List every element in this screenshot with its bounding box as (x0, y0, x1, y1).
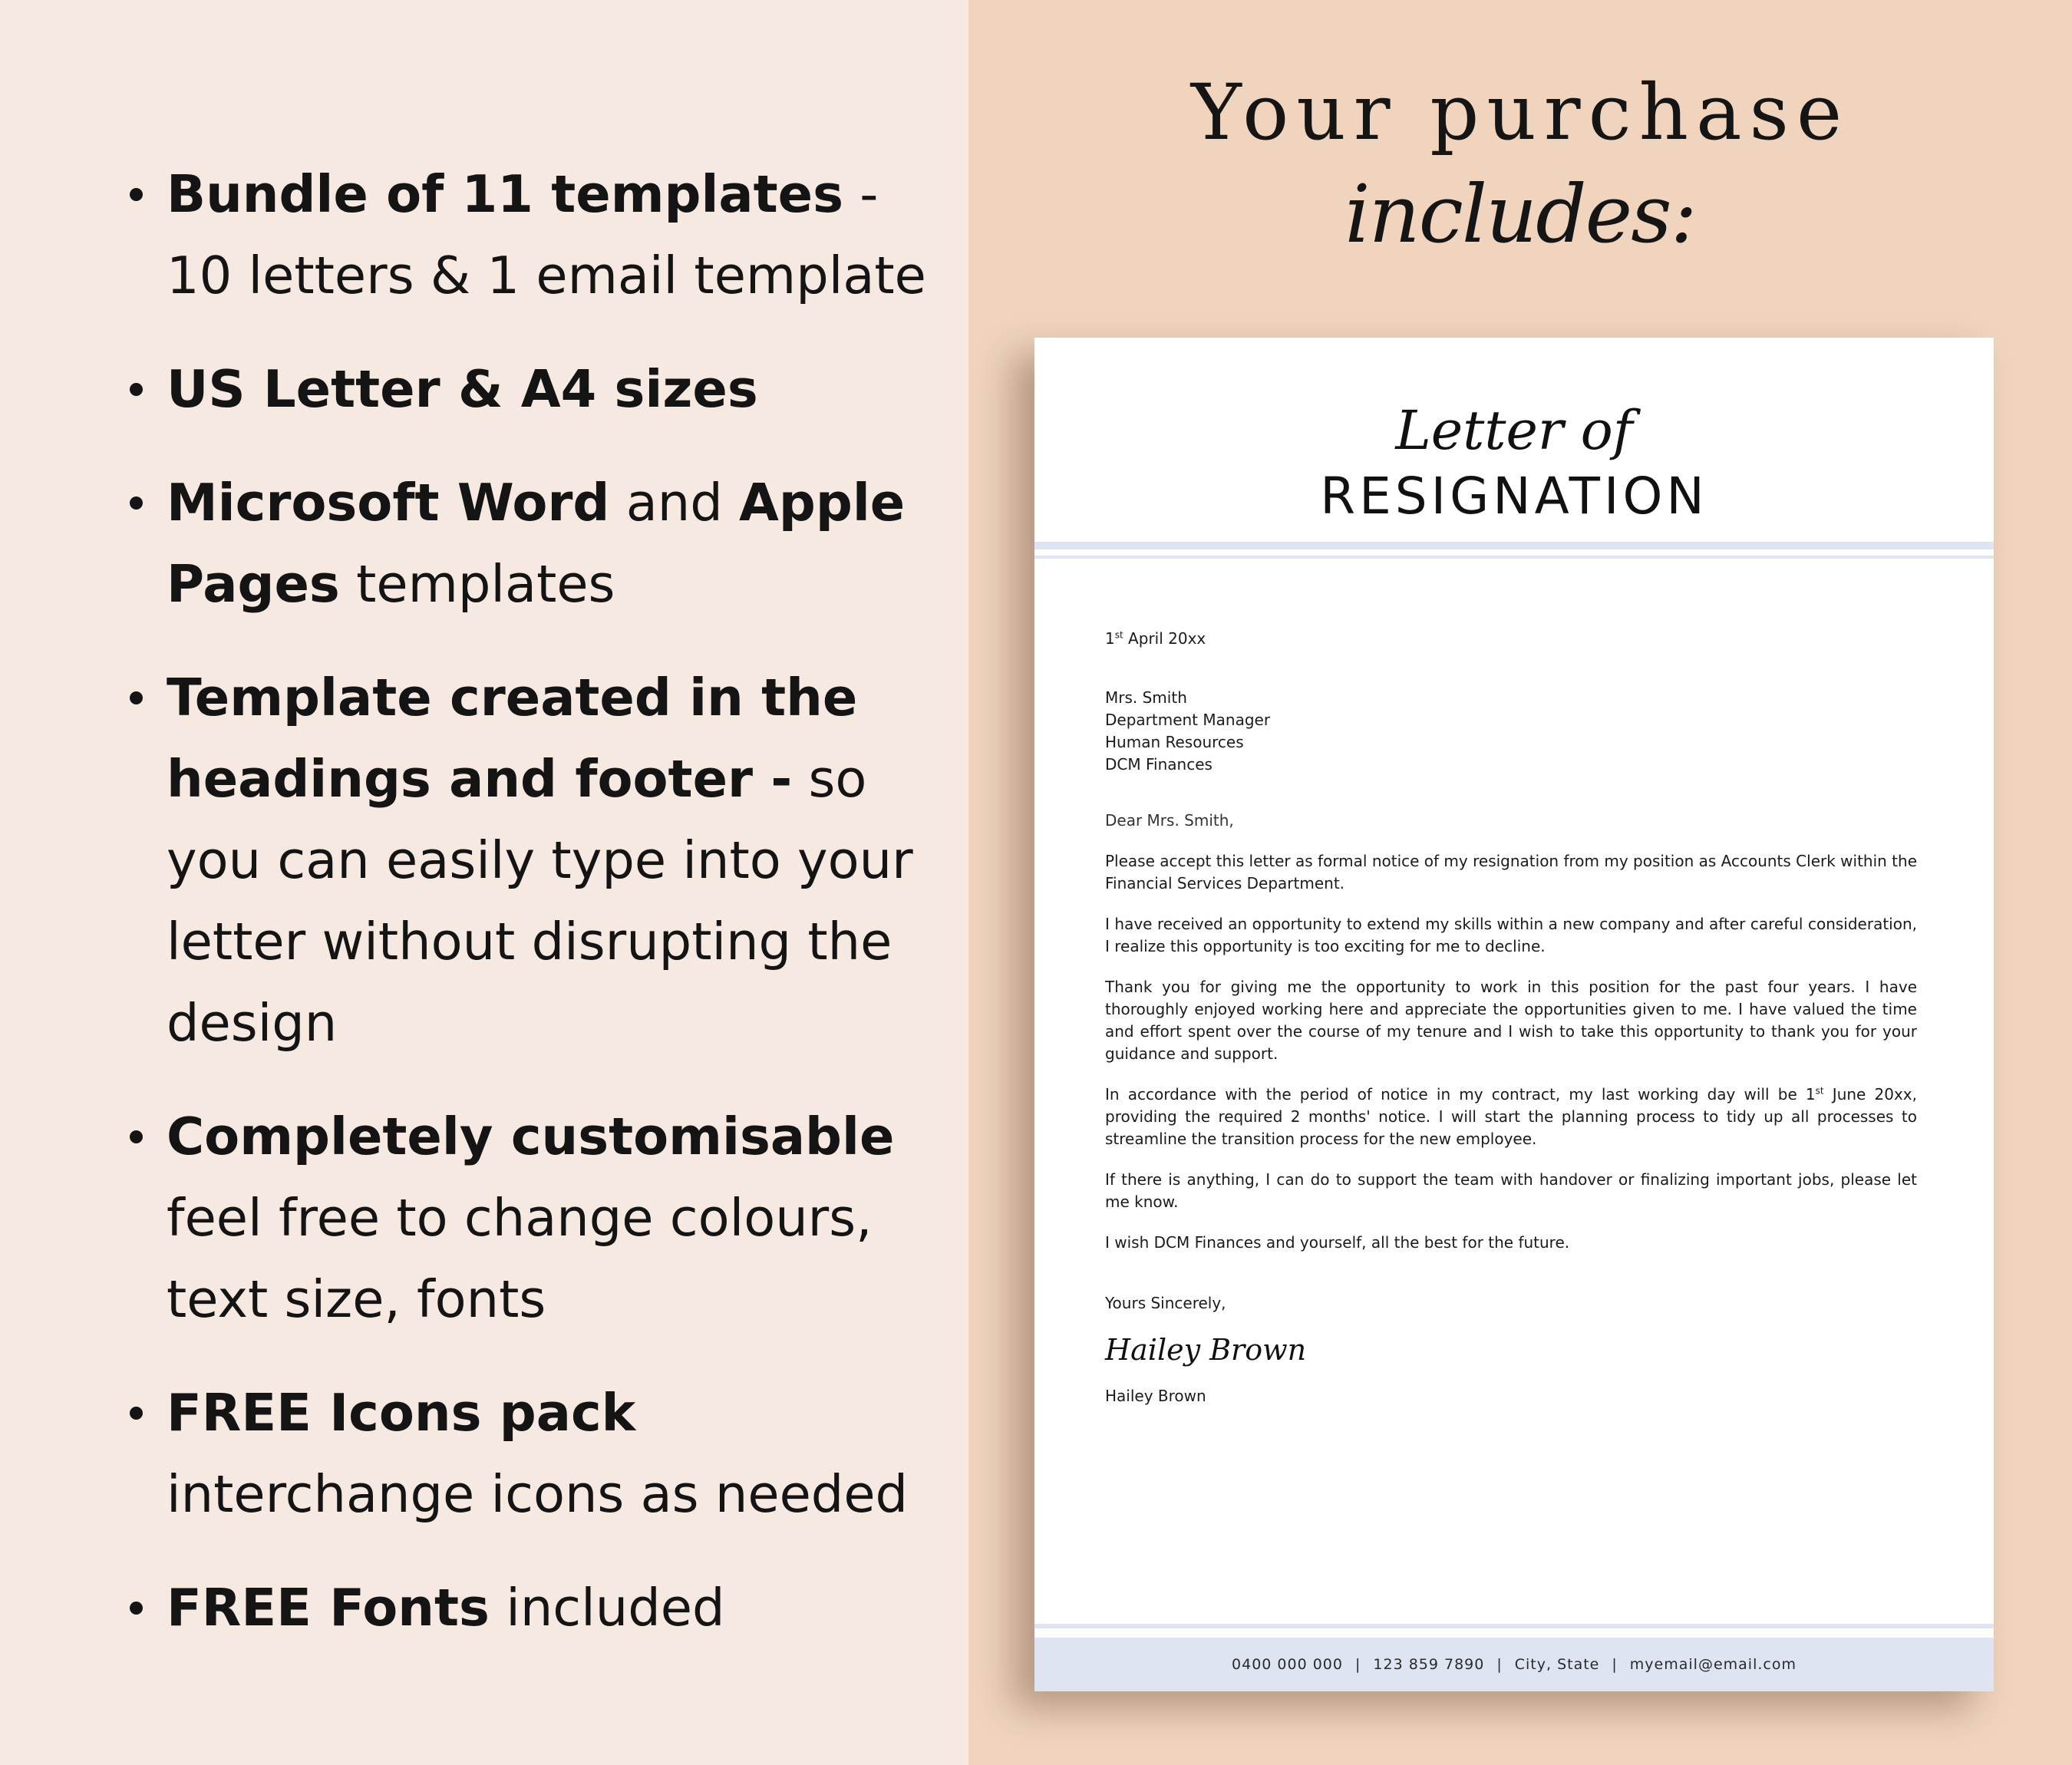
paragraph-4-b: June 20xx, providing the required 2 months' notice. I will start the planning process to tidy up all processes to streamline the transition process for the new employee. (1105, 1085, 1917, 1148)
feature-fonts-text: included (489, 1578, 725, 1638)
letter-document-preview (1034, 338, 1994, 1691)
feature-icons-bold: FREE Icons pack (167, 1383, 636, 1443)
feature-software (0, 462, 968, 625)
recipient-address (1105, 687, 1917, 776)
paragraph-5: If there is anything, I can do to support the team with handover or finalizing important jobs, please let me know. (1105, 1170, 1917, 1211)
feature-bundle-text: - 10 letters & 1 email template (167, 164, 926, 305)
recipient-line: Human Resources (1105, 733, 1244, 751)
footer-separator: | (1496, 1656, 1503, 1673)
headline-title: Your purchase (1190, 68, 1850, 157)
recipient-line: Mrs. Smith (1105, 688, 1187, 707)
date-suffix: st (1114, 629, 1123, 641)
feature-sizes (0, 348, 968, 430)
feature-software-bold-2: Apple Pages (167, 473, 906, 614)
paragraph-2: I have received an opportunity to extend my skills within a new company and after careful consideration, I realize this opportunity is too exciting for me to decline. (1105, 915, 1917, 955)
feature-fonts-bold: FREE Fonts (167, 1578, 490, 1638)
paragraph-1: Please accept this letter as formal notice of my resignation from my position as Accounts Clerk within the Financial Services Department. (1105, 852, 1918, 892)
footer-email: myemail@email.com (1629, 1656, 1797, 1673)
footer-phone-2: 123 859 7890 (1373, 1656, 1485, 1673)
paragraph-3: Thank you for giving me the opportunity to work in this position for the past four years. I have thoroughly enjoyed working here and appreciate the opportunities given to me. I have valued the time and effort spent over the course of my tenure and I wish to take this opportunity to thank you for your guidance and support. (1105, 978, 1917, 1063)
paragraph-4-sup: st (1815, 1085, 1824, 1097)
date-rest: April 20xx (1123, 629, 1206, 648)
header-band-thick (1034, 542, 1994, 549)
feature-sizes-bold: US Letter & A4 sizes (167, 359, 758, 419)
paragraph-4-a: In accordance with the period of notice in my contract, my last working day will be 1 (1105, 1085, 1816, 1104)
closing: Yours Sincerely, (1105, 1294, 1226, 1312)
feature-software-text-2: templates (339, 554, 615, 614)
paragraph-6: I wish DCM Finances and yourself, all the best for the future. (1105, 1233, 1570, 1252)
feature-headings-bold: Template created in the headings and footer - (167, 668, 858, 809)
date-day: 1 (1105, 629, 1115, 648)
salutation: Dear Mrs. Smith, (1105, 811, 1234, 830)
paragraph-4 (1105, 1084, 1917, 1150)
feature-fonts (0, 1567, 968, 1648)
feature-icons (0, 1372, 968, 1535)
signer-name: Hailey Brown (1105, 1387, 1206, 1405)
feature-headings-text: so you can easily type into your letter without disrupting the design (167, 749, 913, 1053)
feature-bundle (0, 153, 968, 316)
footer-phone-1: 0400 000 000 (1232, 1656, 1343, 1673)
letter-date (1105, 628, 1917, 650)
feature-software-bold-1: Microsoft Word (167, 473, 610, 533)
feature-headings-footer (0, 657, 968, 1064)
footer-contact-bar (1034, 1638, 1994, 1691)
feature-customisable (0, 1096, 968, 1340)
feature-bundle-bold: Bundle of 11 templates (167, 164, 843, 224)
feature-software-text-1: and (609, 473, 740, 533)
doc-title-script: Letter of (1395, 399, 1633, 462)
footer-location: City, State (1514, 1656, 1600, 1673)
footer-separator: | (1354, 1656, 1361, 1673)
recipient-line: DCM Finances (1105, 755, 1213, 774)
header-band-thin (1034, 556, 1994, 559)
feature-list (0, 153, 968, 1681)
footer-band-thin (1034, 1624, 1994, 1628)
headline-script: includes: (1344, 167, 1696, 261)
feature-icons-text: interchange icons as needed (167, 1464, 909, 1524)
doc-title-main: RESIGNATION (1320, 467, 1708, 526)
signature: Hailey Brown (1105, 1333, 1307, 1367)
recipient-line: Department Manager (1105, 711, 1271, 729)
footer-separator: | (1612, 1656, 1618, 1673)
letter-body (1105, 628, 1917, 1407)
feature-customisable-bold: Completely customisable (167, 1107, 895, 1166)
feature-customisable-text: feel free to change colours, text size, fonts (167, 1188, 873, 1329)
